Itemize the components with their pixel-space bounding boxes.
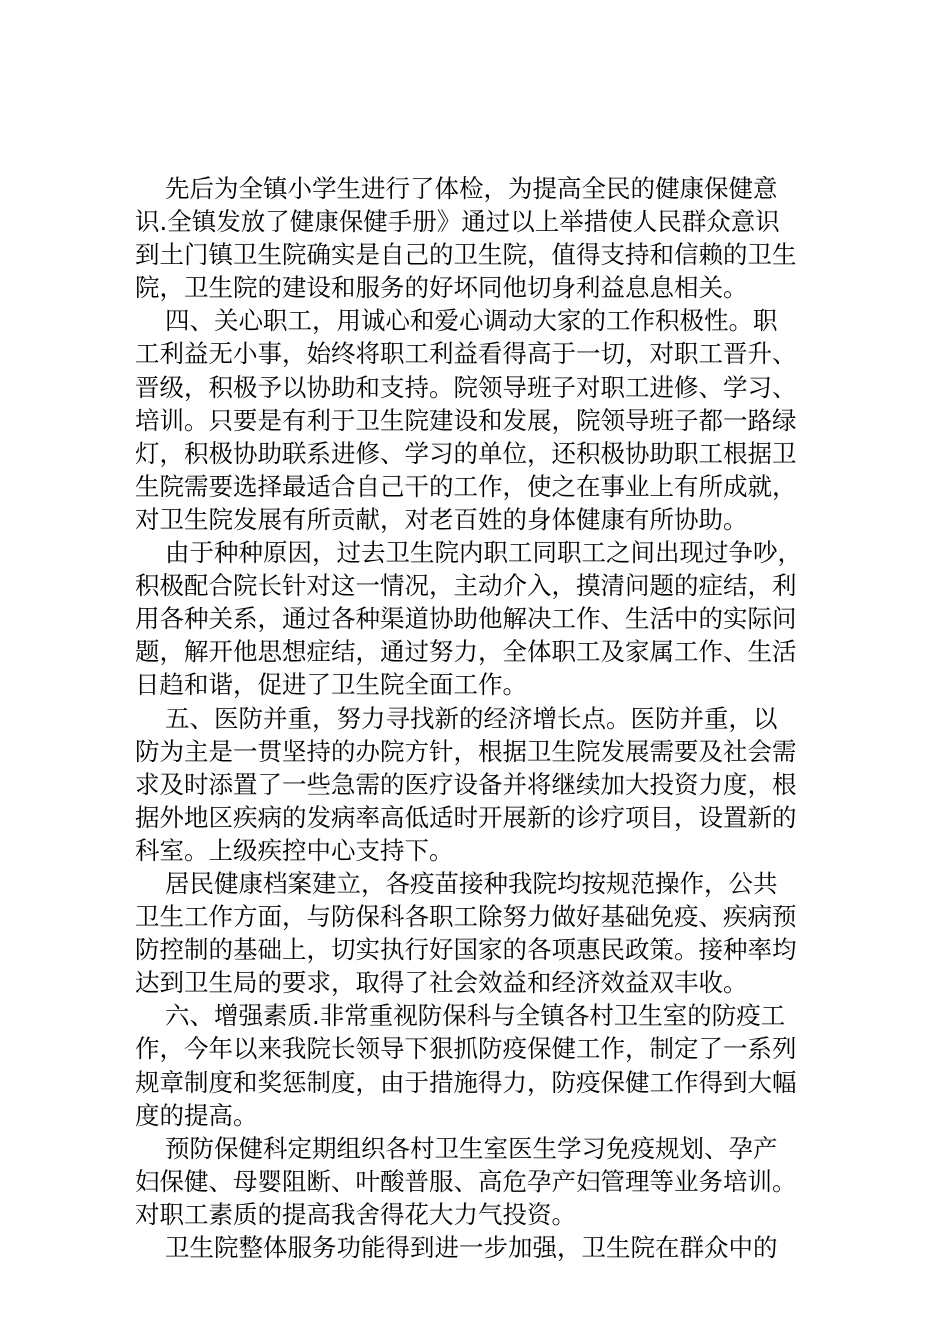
text-line: 科室。上级疾控中心支持下。 [135, 835, 454, 865]
text-line: 晋级，积极予以协助和支持。院领导班子对职工进修、学习、 [135, 372, 797, 402]
text-line: 防为主是一贯坚持的办院方针，根据卫生院发展需要及社会需 [135, 736, 797, 766]
text-line: 度的提高。 [135, 1100, 258, 1130]
text-line: 对职工素质的提高我舍得花大力气投资。 [135, 1199, 576, 1229]
text-line: 灯，积极协助联系进修、学习的单位，还积极协助职工根据卫 [135, 438, 797, 468]
document-body [135, 172, 825, 1264]
paragraph-first-line: 由于种种原因，过去卫生院内职工同职工之间出现过争吵， [165, 538, 802, 568]
text-line: 积极配合院长针对这一情况，主动介入，摸清问题的症结，利 [135, 571, 797, 601]
paragraph-first-line: 预防保健科定期组织各村卫生室医生学习免疫规划、孕产 [165, 1133, 778, 1163]
text-line: 妇保健、母婴阻断、叶酸普服、高危孕产妇管理等业务培训。 [135, 1166, 797, 1196]
paragraph-first-line: 居民健康档案建立，各疫苗接种我院均按规范操作，公共 [165, 868, 778, 898]
text-line: 日趋和谐，促进了卫生院全面工作。 [135, 670, 527, 700]
paragraph-first-line: 卫生院整体服务功能得到进一步加强，卫生院在群众中的 [165, 1233, 778, 1262]
text-line: 达到卫生局的要求，取得了社会效益和经济效益双丰收。 [135, 968, 748, 998]
text-line: 卫生工作方面，与防保科各职工除努力做好基础免疫、疾病预 [135, 902, 797, 932]
text-line: 用各种关系，通过各种渠道协助他解决工作、生活中的实际问 [135, 604, 797, 634]
text-line: 到土门镇卫生院确实是自己的卫生院，值得支持和信赖的卫生 [135, 240, 797, 270]
paragraph-first-line: 四、关心职工，用诚心和爱心调动大家的工作积极性。职 [165, 306, 778, 336]
text-line: 求及时添置了一些急需的医疗设备并将继续加大投资力度，根 [135, 769, 797, 799]
paragraph-first-line: 六、增强素质.非常重视防保科与全镇各村卫生室的防疫工 [165, 1001, 786, 1031]
paragraph-first-line: 五、医防并重，努力寻找新的经济增长点。医防并重，以 [165, 703, 778, 733]
text-line: 工利益无小事，始终将职工利益看得高于一切，对职工晋升、 [135, 339, 797, 369]
text-line: 对卫生院发展有所贡献，对老百姓的身体健康有所协助。 [135, 504, 748, 534]
text-line: 培训。只要是有利于卫生院建设和发展，院领导班子都一路绿 [135, 405, 797, 435]
paragraph-first-line: 先后为全镇小学生进行了体检，为提高全民的健康保健意 [165, 174, 778, 203]
text-line: 作，今年以来我院长领导下狠抓防疫保健工作，制定了一系列 [135, 1034, 797, 1064]
text-line: 识.全镇发放了健康保健手册》通过以上举措使人民群众意识 [135, 207, 780, 237]
text-line: 规章制度和奖惩制度，由于措施得力，防疫保健工作得到大幅 [135, 1067, 797, 1097]
text-line: 据外地区疾病的发病率高低适时开展新的诊疗项目，设置新的 [135, 802, 797, 832]
text-line: 生院需要选择最适合自己干的工作，使之在事业上有所成就， [135, 471, 797, 501]
text-line: 题，解开他思想症结，通过努力，全体职工及家属工作、生活 [135, 637, 797, 667]
text-line: 院，卫生院的建设和服务的好坏同他切身利益息息相关。 [135, 273, 748, 303]
text-line: 防控制的基础上，切实执行好国家的各项惠民政策。接种率均 [135, 935, 797, 965]
